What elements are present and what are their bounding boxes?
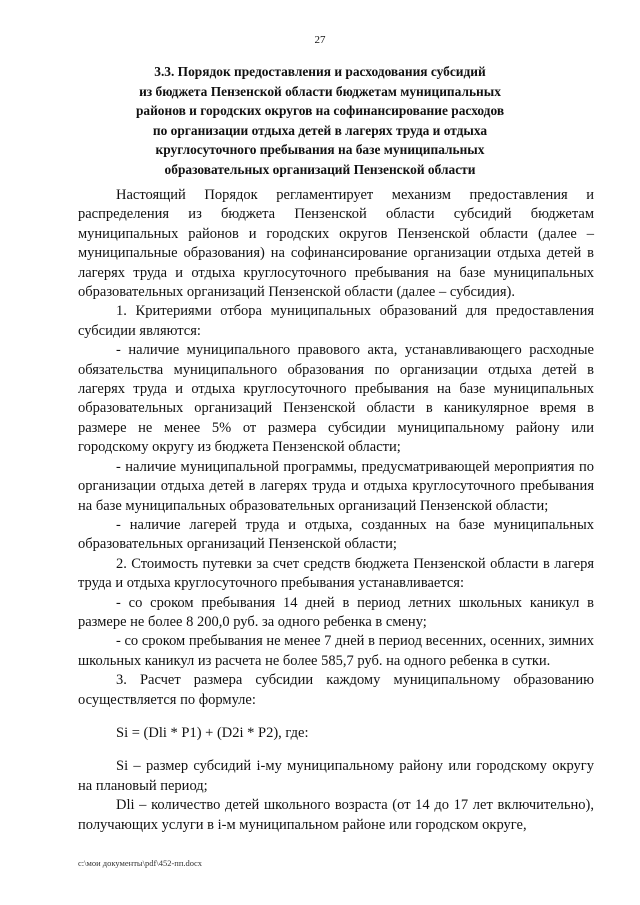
list-item-program: - наличие муниципальной программы, предусматривающей мероприятия по организации отдыха детей в лагерях труда и отдыха круглосуточного пребывания на базе муниципальных образовательных организаций Пензенской области;: [78, 458, 594, 514]
list-item-other-holidays: - со сроком пребывания не менее 7 дней в период весенних, осенних, зимних школьных каникул из расчета не более 585,7 руб. на одного ребенка в сутки.: [78, 633, 594, 669]
paragraph-cost: 2. Стоимость путевки за счет средств бюджета Пензенской области в лагеря труда и отдыха круглосуточного пребывания устанавливается:: [78, 555, 594, 592]
footer-file-path: c:\мои документы\pdf\452-пп.docx: [78, 858, 203, 868]
page-number: 27: [314, 34, 326, 46]
title-line: по организации отдыха детей в лагерях труда и отдыха: [152, 122, 488, 138]
document-body: [78, 186, 594, 835]
definition-dli: Dli – количество детей школьного возраста (от 14 до 17 лет включительно), получающих услуги в i-м муниципальном районе или городском округе,: [78, 797, 594, 833]
title-line: 3.3. Порядок предоставления и расходования субсидий: [154, 64, 486, 79]
paragraph-calculation: 3. Расчет размера субсидии каждому муниципальному образованию осуществляется по формуле:: [78, 672, 594, 708]
title-line: образовательных организаций Пензенской области: [164, 161, 476, 177]
paragraph-intro: Настоящий Порядок регламентирует механизм предоставления и распределения из бюджета Пензенской области субсидий бюджетам муниципальных районов и городских округов Пензенской области (далее – муниципальные образования) на софинансирование организации отдыха детей в лагерях труда и отдыха круглосуточного пребывания на базе муниципальных образовательных организаций Пензенской области (далее – субсидия).: [78, 187, 594, 301]
section-title: [80, 62, 560, 180]
paragraph-criteria: 1. Критериями отбора муниципальных образований для предоставления субсидии являются:: [78, 303, 594, 339]
formula: Si = (Dli * P1) + (D2i * P2), где:: [116, 724, 309, 741]
title-line: круглосуточного пребывания на базе муниципальных: [155, 142, 485, 158]
list-item-legal-act: - наличие муниципального правового акта, устанавливающего расходные обязательства муниципального образования по организации отдыха детей в лагерях труда и отдыха круглосуточного пребывания на базе муниципальных образовательных организаций Пензенской области в каникулярное время в размере не менее 5% от размера субсидии муниципальному району или городскому округу из бюджета Пензенской области;: [78, 342, 594, 456]
title-line: районов и городских округов на софинансирование расходов: [135, 103, 505, 119]
list-item-summer: - со сроком пребывания 14 дней в период летних школьных каникул в размере не более 8 200,0 руб. за одного ребенка в смену;: [78, 594, 594, 630]
definition-si: Si – размер субсидий i-му муниципальному району или городскому округу на плановый период;: [78, 758, 594, 794]
title-line: из бюджета Пензенской области бюджетам муниципальных: [139, 83, 501, 99]
list-item-camps: - наличие лагерей труда и отдыха, созданных на базе муниципальных образовательных организаций Пензенской области;: [78, 516, 594, 553]
